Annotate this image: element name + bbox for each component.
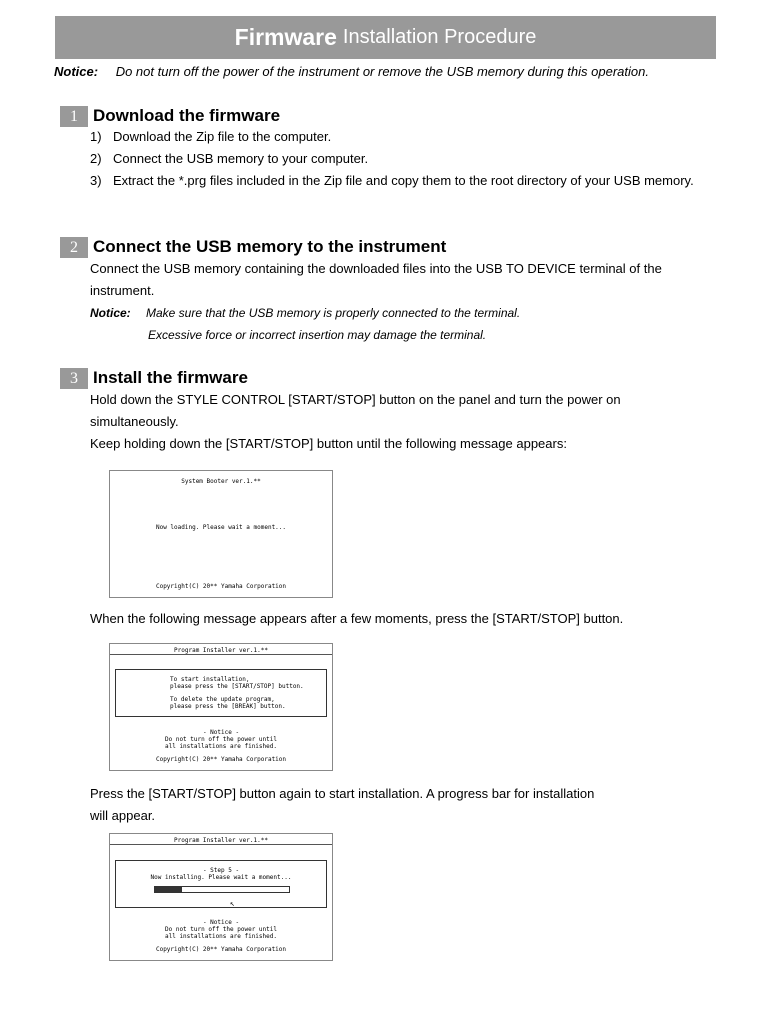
screen-system-booter: [109, 470, 333, 598]
cursor-icon: ↖: [230, 899, 235, 908]
screen-dialog-box: [115, 860, 327, 908]
step-number: 3): [90, 173, 102, 188]
section-3-line-5: Press the [START/STOP] button again to start installation. A progress bar for installation: [90, 786, 595, 801]
screen-message: Now loading. Please wait a moment...: [155, 524, 287, 531]
section-1-heading: Download the firmware: [93, 106, 281, 125]
screen-program-installer: [109, 643, 333, 771]
section-2-line-1: Connect the USB memory containing the downloaded files into the USB TO DEVICE terminal of the: [90, 261, 662, 276]
screen-notice-title: - Notice -: [202, 919, 240, 926]
screen-title: System Booter ver.1.**: [181, 478, 261, 485]
dialog-message: Now installing. Please wait a moment...: [150, 874, 292, 881]
step-text: Extract the *.prg files included in the Zip file and copy them to the root directory of your USB memory.: [113, 173, 694, 188]
screen-dialog-box: [115, 669, 327, 717]
dialog-line-3: To delete the update program,: [170, 696, 275, 703]
section-3-number: 3: [60, 368, 88, 389]
notice-top: [54, 64, 649, 79]
step-number: 1): [90, 129, 102, 144]
dialog-line-1: To start installation,: [170, 676, 250, 683]
step-text: Download the Zip file to the computer.: [113, 129, 332, 144]
dialog-step: - Step 5 -: [202, 867, 240, 874]
section-2-heading: Connect the USB memory to the instrument: [93, 237, 447, 256]
title-rest: Installation Procedure: [342, 26, 537, 48]
section-3-line-4: When the following message appears after a few moments, press the [START/STOP] button.: [90, 611, 624, 626]
screen-installing: [109, 833, 333, 961]
screen-title: Program Installer ver.1.**: [174, 837, 268, 844]
dialog-line-4: please press the [BREAK] button.: [170, 703, 286, 710]
screen-divider: [110, 654, 332, 655]
notice-top-text: Do not turn off the power of the instrument or remove the USB memory during this operation.: [115, 64, 649, 79]
notice-line-1: Make sure that the USB memory is properly connected to the terminal.: [146, 306, 521, 320]
step-text: Connect the USB memory to your computer.: [113, 151, 369, 166]
notice-top-label: Notice:: [54, 64, 99, 79]
screen-notice-line-1: Do not turn off the power until: [165, 736, 277, 743]
progress-bar: [154, 886, 290, 893]
screen-notice-line-2: all installations are finished.: [165, 743, 277, 750]
notice-line-2: Excessive force or incorrect insertion may damage the terminal.: [148, 328, 487, 342]
screen-copyright: Copyright(C) 20** Yamaha Corporation: [155, 946, 287, 953]
page-title: [55, 16, 716, 59]
screen-copyright: Copyright(C) 20** Yamaha Corporation: [155, 756, 287, 763]
section-3-line-6: will appear.: [90, 808, 156, 823]
title-bold: Firmware: [234, 24, 337, 50]
section-3-heading: Install the firmware: [93, 368, 248, 387]
notice-label: Notice:: [90, 306, 131, 320]
section-2-line-2: instrument.: [90, 283, 155, 298]
step-number: 2): [90, 151, 102, 166]
screen-notice-line-2: all installations are finished.: [165, 933, 277, 940]
section-1-number: 1: [60, 106, 88, 127]
screen-title: Program Installer ver.1.**: [174, 647, 268, 654]
screen-notice-title: - Notice -: [202, 729, 240, 736]
section-2-number: 2: [60, 237, 88, 258]
section-3-line-2: simultaneously.: [90, 414, 179, 429]
dialog-line-2: please press the [START/STOP] button.: [170, 683, 304, 690]
section-3-line-1: Hold down the STYLE CONTROL [START/STOP] button on the panel and turn the power on: [90, 392, 621, 407]
section-3-line-3: Keep holding down the [START/STOP] button until the following message appears:: [90, 436, 567, 451]
screen-copyright: Copyright(C) 20** Yamaha Corporation: [155, 583, 287, 590]
progress-bar-fill: [155, 887, 182, 892]
screen-notice-line-1: Do not turn off the power until: [165, 926, 277, 933]
screen-divider: [110, 844, 332, 845]
